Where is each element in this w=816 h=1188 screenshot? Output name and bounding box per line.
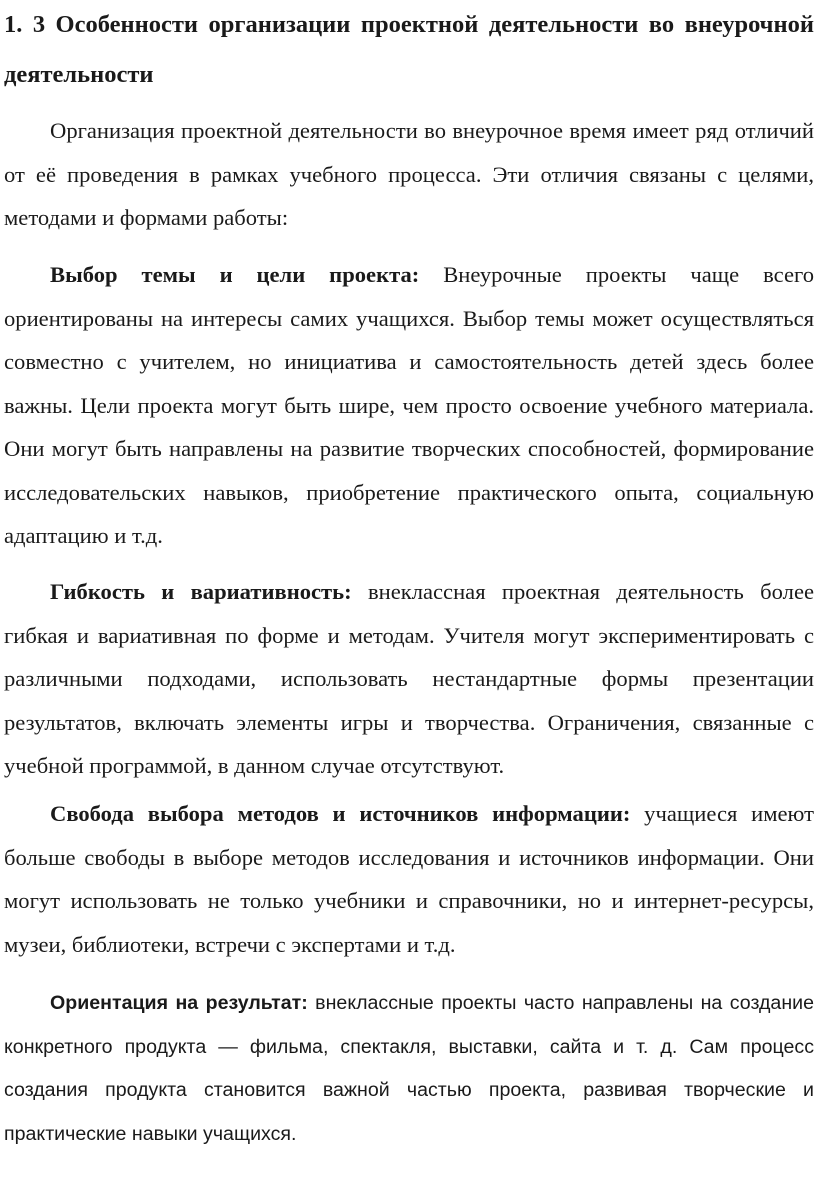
freedom-text: учащиеся имеют больше свободы в выборе методов исследования и источников информации. Они могут использовать не только учебники и справочники, но и интернет-ресурсы, музеи, библиотеки, встречи с экспертами и т.д. (4, 801, 814, 957)
intro-paragraph (4, 109, 814, 240)
flexibility-label: Гибкость и вариативность: (50, 579, 352, 604)
intro-paragraph-text: Организация проектной деятельности во внеурочное время имеет ряд отличий от её проведения в рамках учебного процесса. Эти отличия связаны с целями, методами и формами работы: (4, 118, 814, 230)
result-orientation-text: внеклассные проекты часто направлены на создание конкретного продукта — фильма, спектакля, выставки, сайта и т. д. Сам процесс создания продукта становится важной частью проекта, развивая творческие и практические навыки учащихся. (4, 992, 814, 1145)
topic-goal-text: Внеурочные проекты чаще всего ориентированы на интересы самих учащихся. Выбор темы может осуществляться совместно с учителем, но инициатива и самостоятельность детей здесь более важны. Цели проекта могут быть шире, чем просто освоение учебного материала. Они могут быть направлены на развитие творческих способностей, формирование исследовательских навыков, приобретение практического опыта, социальную адаптацию и т.д. (4, 262, 814, 548)
result-orientation-paragraph (4, 982, 814, 1156)
flexibility-paragraph (4, 570, 814, 788)
freedom-label: Свобода выбора методов и источников информации: (50, 801, 631, 826)
topic-goal-paragraph (4, 253, 814, 558)
freedom-paragraph (4, 792, 814, 966)
result-orientation-label: Ориентация на результат: (50, 992, 308, 1014)
flexibility-text: внеклассная проектная деятельность более гибкая и вариативная по форме и методам. Учителя могут экспериментировать с различными подходами, использовать нестандартные формы презентации результатов, включать элементы игры и творчества. Ограничения, связанные с учебной программой, в данном случае отсутствуют. (4, 579, 814, 778)
section-heading: 1. 3 Особенности организации проектной деятельности во внеурочной деятельности (4, 11, 814, 88)
topic-goal-label: Выбор темы и цели проекта: (50, 262, 420, 287)
